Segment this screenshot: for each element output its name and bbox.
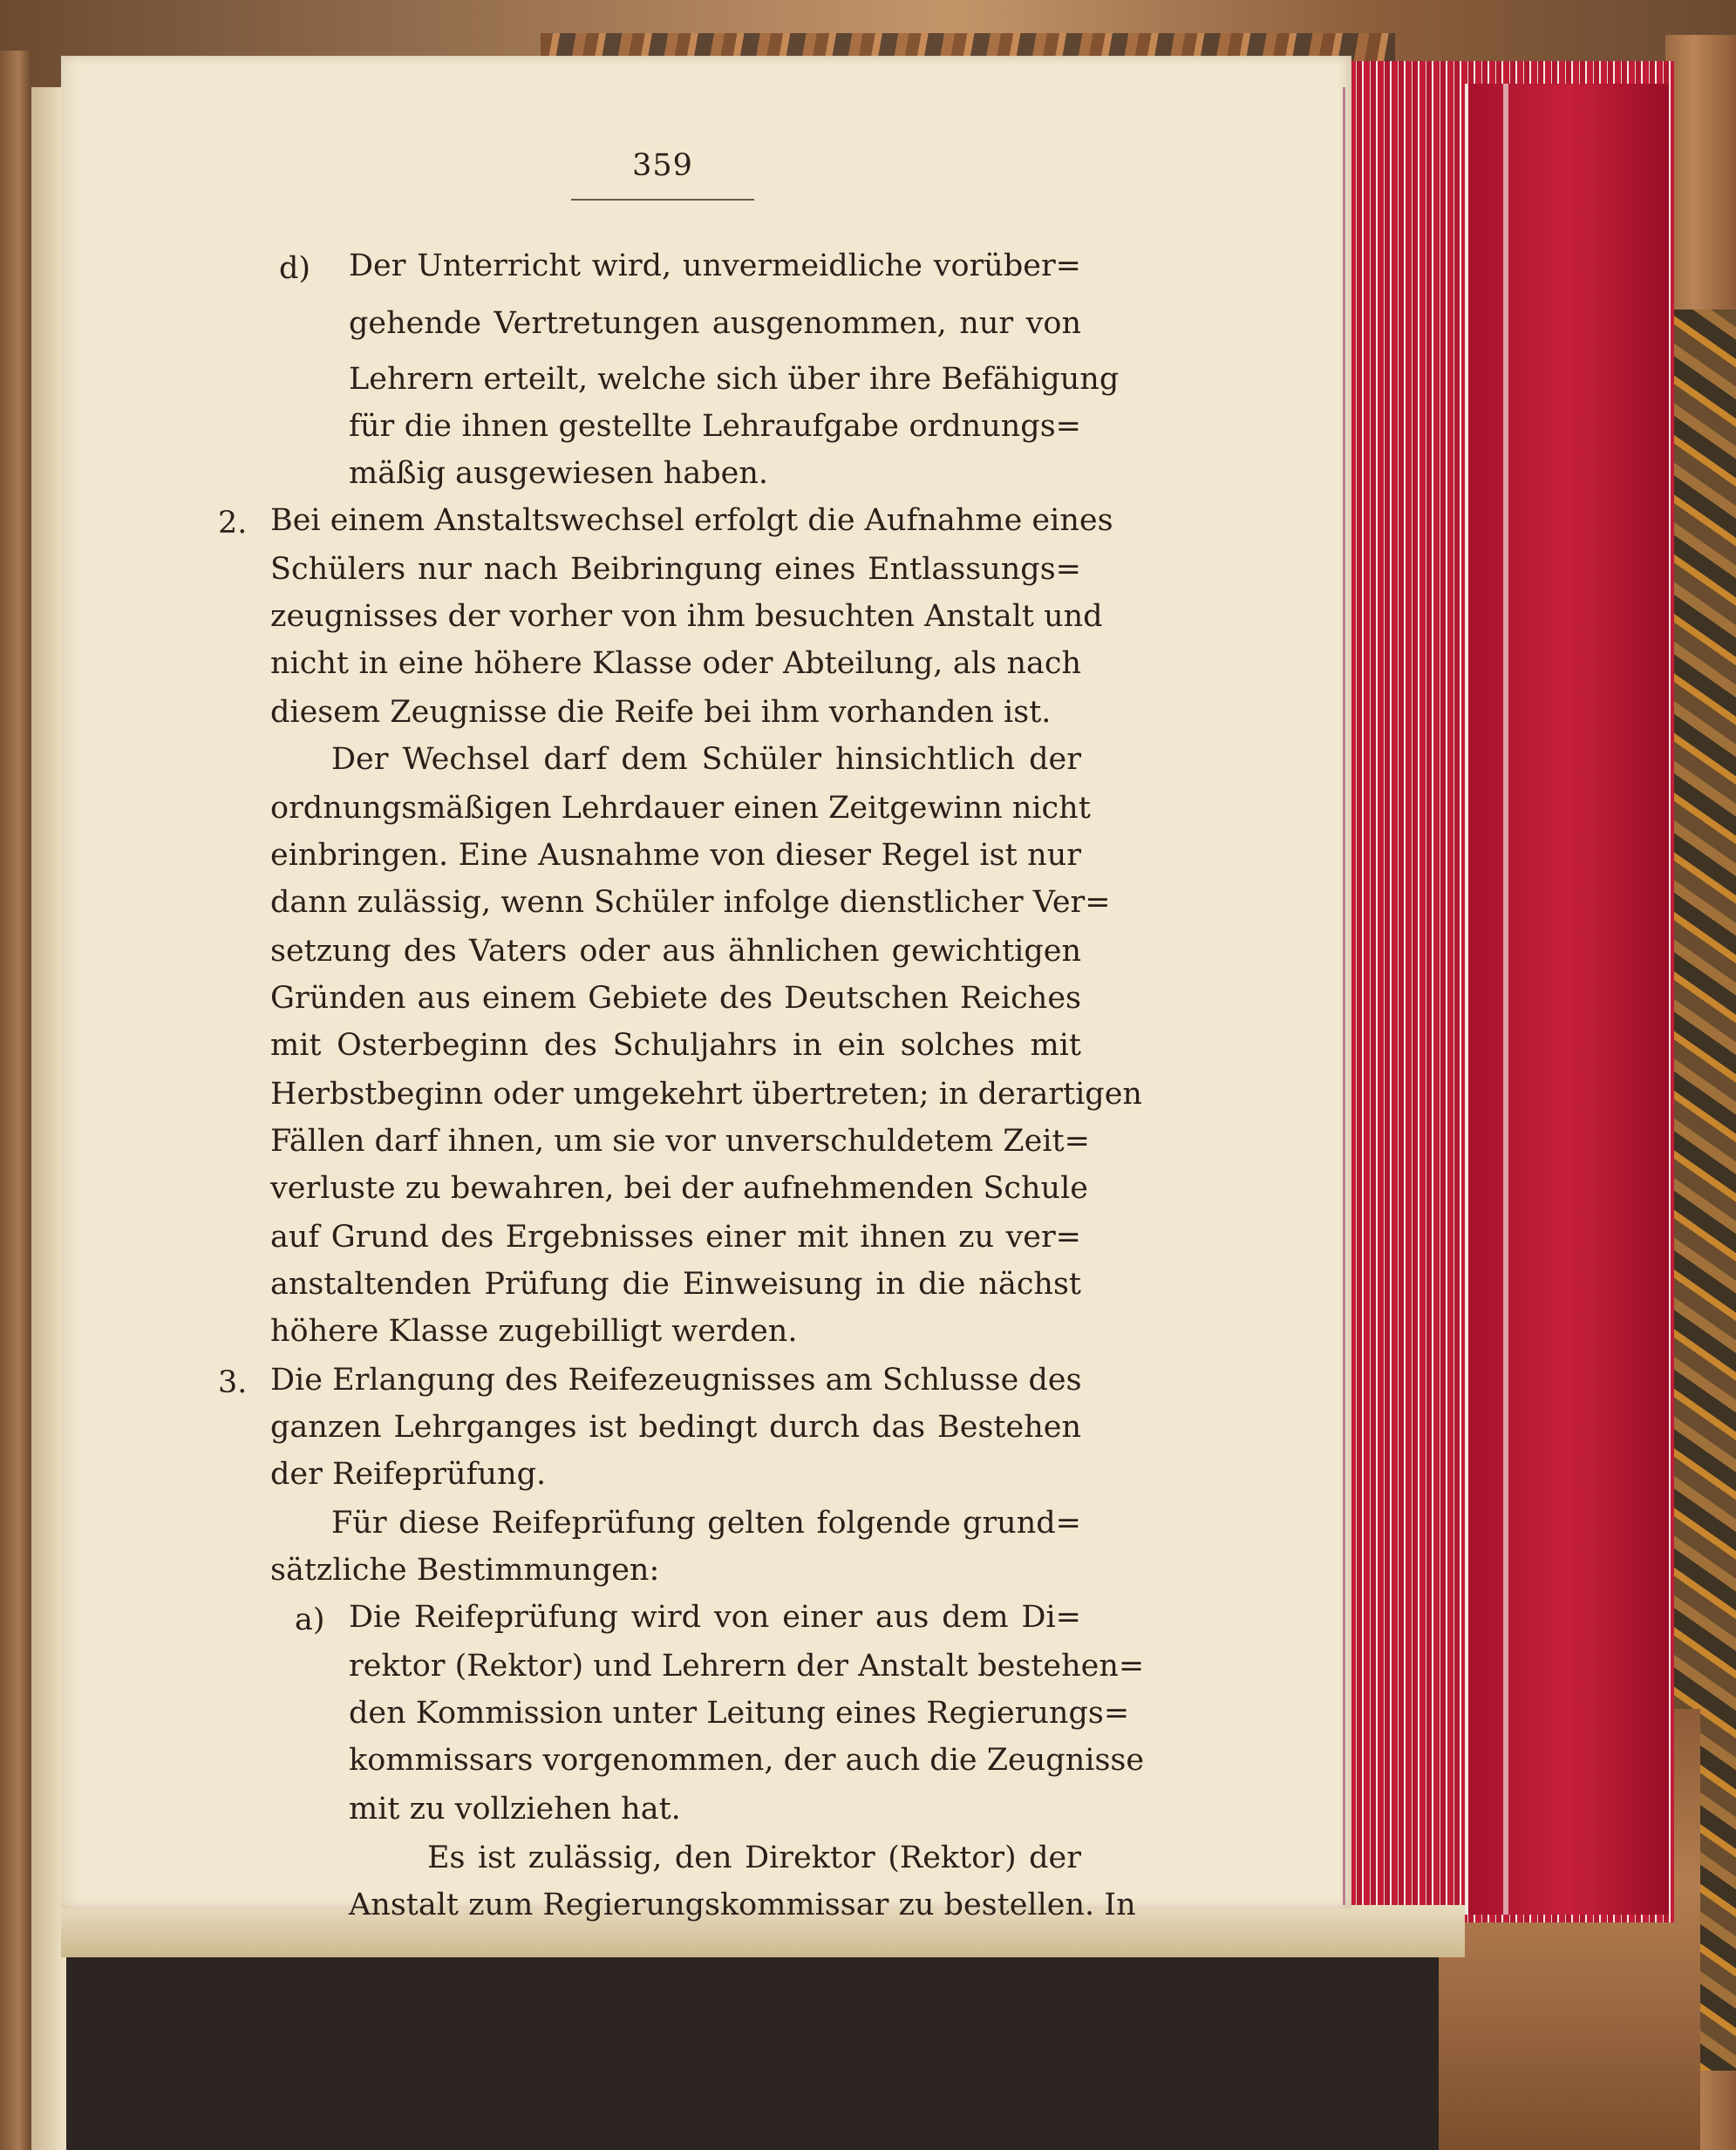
text-line: Der Unterricht wird, unvermeidliche vorüber= bbox=[349, 248, 1081, 283]
text-line: Die Reifeprüfung wird von einer aus dem Di= bbox=[349, 1600, 1081, 1635]
text-line: den Kommission unter Leitung eines Regierungs= bbox=[349, 1696, 1130, 1731]
text-line: Der Wechsel darf dem Schüler hinsichtlich der bbox=[331, 742, 1081, 777]
text-line: höhere Klasse zugebilligt werden. bbox=[270, 1314, 798, 1349]
text-line: auf Grund des Ergebnisses einer mit ihnen zu ver= bbox=[270, 1220, 1081, 1255]
text-line: Lehrern erteilt, welche sich über ihre Befähigung bbox=[349, 362, 1120, 397]
text-line: nicht in eine höhere Klasse oder Abteilung, als nach bbox=[270, 646, 1081, 681]
text-line: der Reifeprüfung. bbox=[270, 1457, 547, 1492]
text-line: einbringen. Eine Ausnahme von dieser Regel ist nur bbox=[270, 838, 1081, 873]
text-line: gehende Vertretungen ausgenommen, nur von bbox=[349, 306, 1081, 341]
item-marker-d: d) bbox=[279, 251, 311, 286]
text-line: ganzen Lehrganges ist bedingt durch das Bestehen bbox=[270, 1410, 1081, 1445]
text-line: verluste zu bewahren, bei der aufnehmenden Schule bbox=[270, 1171, 1089, 1206]
page-fold-line bbox=[1343, 87, 1345, 1905]
text-line: ordnungsmäßigen Lehrdauer einen Zeitgewinn nicht bbox=[270, 791, 1091, 826]
text-line: für die ihnen gestellte Lehraufgabe ordnungs= bbox=[349, 409, 1081, 444]
text-line: zeugnisses der vorher von ihm besuchten Anstalt und bbox=[270, 599, 1103, 634]
page-number: 359 bbox=[632, 148, 693, 183]
text-line: mit zu vollziehen hat. bbox=[349, 1792, 681, 1827]
text-line: mit Osterbeginn des Schuljahrs in ein solches mit bbox=[270, 1028, 1081, 1063]
text-line: Für diese Reifeprüfung gelten folgende grund= bbox=[331, 1506, 1081, 1541]
text-line: kommissars vorgenommen, der auch die Zeugnisse bbox=[349, 1743, 1145, 1778]
text-line: rektor (Rektor) und Lehrern der Anstalt bestehen= bbox=[349, 1649, 1145, 1684]
text-line: dann zulässig, wenn Schüler infolge dienstlicher Ver= bbox=[270, 885, 1111, 920]
text-line: setzung des Vaters oder aus ähnlichen gewichtigen bbox=[270, 934, 1081, 969]
item-marker-a: a) bbox=[295, 1602, 325, 1637]
text-line: sätzliche Bestimmungen: bbox=[270, 1553, 660, 1588]
text-line: Es ist zulässig, den Direktor (Rektor) der bbox=[427, 1840, 1081, 1875]
item-marker-2: 2. bbox=[218, 506, 248, 541]
text-line: Die Erlangung des Reifezeugnisses am Schlusse des bbox=[270, 1363, 1082, 1398]
text-line: Schülers nur nach Beibringung eines Entlassungs= bbox=[270, 552, 1081, 587]
text-line: anstaltenden Prüfung die Einweisung in die nächst bbox=[270, 1267, 1081, 1302]
item-marker-3: 3. bbox=[218, 1365, 248, 1400]
text-line: Anstalt zum Regierungskommissar zu bestellen. In bbox=[349, 1888, 1136, 1922]
red-text-block-edge bbox=[1465, 84, 1669, 1915]
text-line: Gründen aus einem Gebiete des Deutschen Reiches bbox=[270, 981, 1081, 1016]
text-line: Fällen darf ihnen, um sie vor unverschuldetem Zeit= bbox=[270, 1124, 1090, 1159]
book-cover-left bbox=[0, 51, 31, 2150]
text-line: mäßig ausgewiesen haben. bbox=[349, 456, 769, 491]
header-rule bbox=[571, 199, 754, 201]
text-line: Bei einem Anstaltswechsel erfolgt die Aufnahme eines bbox=[270, 503, 1113, 538]
text-line: Herbstbeginn oder umgekehrt übertreten; in derartigen bbox=[270, 1077, 1142, 1112]
text-line: diesem Zeugnisse die Reife bei ihm vorhanden ist. bbox=[270, 695, 1052, 730]
